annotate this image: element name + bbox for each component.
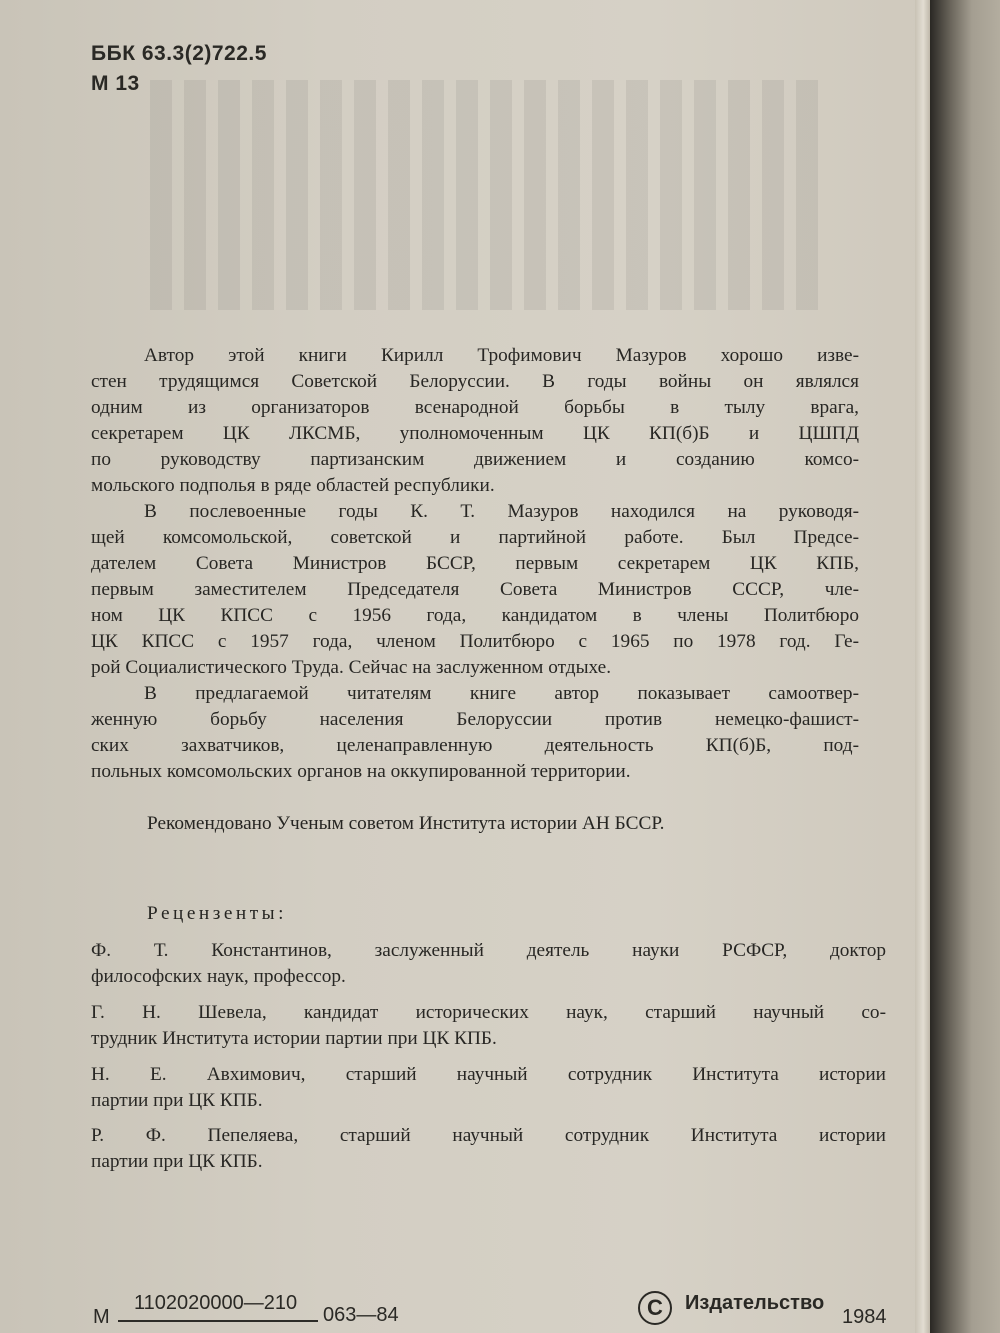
annotation-line: ских захватчиков, целенаправленную деятельность КП(б)Б, под-: [91, 735, 859, 756]
annotation-line: Автор этой книги Кирилл Трофимович Мазуров хорошо изве-: [144, 345, 859, 366]
annotation-line: женную борьбу населения Белоруссии против немецко-фашист-: [91, 709, 859, 730]
annotation-line: одним из организаторов всенародной борьбы в тылу врага,: [91, 397, 859, 418]
annotation-line: стен трудящимся Советской Белоруссии. В годы войны он являлся: [91, 371, 859, 392]
page-fold: [915, 0, 930, 1333]
bbk-code: ББК 63.3(2)722.5: [91, 42, 267, 65]
reviewer-line: партии при ЦК КПБ.: [91, 1090, 263, 1111]
recommendation-note: Рекомендовано Ученым советом Института истории АН БССР.: [147, 813, 665, 834]
annotation-line: рой Социалистического Труда. Сейчас на заслуженном отдыхе.: [91, 657, 612, 678]
annotation-line: польных комсомольских органов на оккупированной территории.: [91, 761, 631, 782]
publisher-label: Издательство: [685, 1292, 825, 1314]
reviewers-heading: Рецензенты:: [147, 903, 287, 924]
annotation-line: секретарем ЦК ЛКСМБ, уполномоченным ЦК КП(б)Б и ЦШПД: [91, 423, 859, 444]
annotation-line: В предлагаемой читателям книге автор показывает самоотвер-: [144, 683, 859, 704]
publication-year: 1984: [842, 1306, 887, 1328]
show-through-print: [150, 80, 830, 310]
reviewer-line: трудник Института истории партии при ЦК КПБ.: [91, 1028, 497, 1049]
reviewer-line: Р. Ф. Пепеляева, старший научный сотрудник Института истории: [91, 1125, 886, 1146]
annotation-line: дателем Совета Министров БССР, первым секретарем ЦК КПБ,: [91, 553, 859, 574]
annotation-line: по руководству партизанским движением и созданию комсо-: [91, 449, 859, 470]
author-code: М 13: [91, 72, 140, 95]
reviewer-line: Г. Н. Шевела, кандидат исторических наук, старший научный со-: [91, 1002, 886, 1023]
page-edge: [930, 0, 1000, 1333]
reviewer-line: Н. Е. Авхимович, старший научный сотрудник Института истории: [91, 1064, 886, 1085]
imprint-number: 1102020000—210: [134, 1292, 298, 1314]
annotation-line: В послевоенные годы К. Т. Мазуров находился на руководя-: [144, 501, 859, 522]
imprint-letter: М: [93, 1306, 110, 1328]
annotation-line: щей комсомольской, советской и партийной работе. Был Предсе-: [91, 527, 859, 548]
copyright-icon: C: [638, 1291, 672, 1325]
reviewer-line: философских наук, профессор.: [91, 966, 346, 987]
reviewer-line: партии при ЦК КПБ.: [91, 1151, 263, 1172]
annotation-line: мольского подполья в ряде областей республики.: [91, 475, 495, 496]
reviewer-line: Ф. Т. Константинов, заслуженный деятель науки РСФСР, доктор: [91, 940, 886, 961]
imprint-fraction-line: [118, 1320, 318, 1322]
annotation-line: ном ЦК КПСС с 1956 года, кандидатом в члены Политбюро: [91, 605, 859, 626]
imprint-code: 063—84: [323, 1304, 399, 1326]
annotation-line: первым заместителем Председателя Совета Министров СССР, чле-: [91, 579, 859, 600]
annotation-line: ЦК КПСС с 1957 года, членом Политбюро с 1965 по 1978 год. Ге-: [91, 631, 859, 652]
